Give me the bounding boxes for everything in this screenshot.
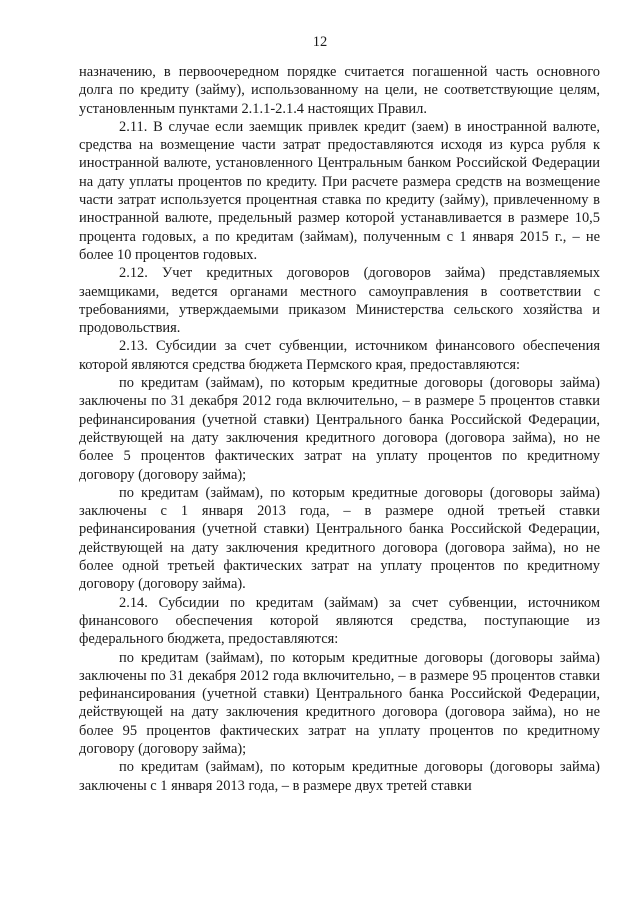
paragraph-2-13-item-1: по кредитам (займам), по которым кредитные договоры (договоры займа) заключены по 31 декабря 2012 года включительно, – в размере 5 процентов ставки рефинансирования (учетной ставки) Центрального банка Российской Федерации, действующей на дату заключения кредитного договора (договора займа), но не более 5 процентов фактических затрат на уплату процентов по кредитному договору (договору займа); (79, 375, 600, 483)
paragraph-2-12: 2.12. Учет кредитных договоров (договоров займа) представляемых заемщиками, ведется органами местного самоуправления в соответствии с требованиями, утверждаемыми приказом Министерства сельского хозяйства и продовольствия. (79, 265, 600, 337)
document-body (79, 63, 600, 795)
paragraph-2-13-item-2: по кредитам (займам), по которым кредитные договоры (договоры займа) заключены с 1 января 2013 года, – в размере одной третьей ставки рефинансирования (учетной ставки) Центрального банка Российской Федерации, действующей на дату заключения кредитного договора (договора займа), но не более одной третьей фактических затрат на уплату процентов по кредитному договору (договору займа). (79, 484, 600, 593)
page-number: 12 (312, 34, 328, 50)
paragraph-2-14: 2.14. Субсидии по кредитам (займам) за счет субвенции, источником финансового обеспечения которой являются средства, поступающие из федерального бюджета, предоставляются: (79, 594, 600, 648)
paragraph-2-13: 2.13. Субсидии за счет субвенции, источником финансового обеспечения которой являются средства бюджета Пермского края, предоставляются: (79, 338, 600, 373)
paragraph-2-14-item-2: по кредитам (займам), по которым кредитные договоры (договоры займа) заключены с 1 января 2013 года, – в размере двух третей ставки (79, 759, 600, 794)
paragraph-2-11: 2.11. В случае если заемщик привлек кредит (заем) в иностранной валюте, средства на возмещение части затрат предоставляются исходя из курса рубля к иностранной валюте, установленного Центральным банком Российской Федерации на дату уплаты процентов по кредиту. При расчете размера средств на возмещение части затрат используется процентная ставка по кредиту (займу), привлеченному в иностранной валюте, предельный размер которой устанавливается в размере 10,5 процента годовых, а по кредитам (займам), полученным с 1 января 2015 г., – не более 10 процентов годовых. (79, 118, 600, 263)
paragraph-2-14-item-1: по кредитам (займам), по которым кредитные договоры (договоры займа) заключены по 31 декабря 2012 года включительно, – в размере 95 процентов ставки рефинансирования (учетной ставки) Центрального банка Российской Федерации, действующей на дату заключения кредитного договора (договора займа), но не более 95 процентов фактических затрат на уплату процентов по кредитному договору (договору займа); (79, 649, 600, 757)
paragraph-continuation: назначению, в первоочередном порядке считается погашенной часть основного долга по кредиту (займу), использованному на цели, не соответствующие целям, установленным пунктами 2.1.1-2.1.4 настоящих Правил. (79, 64, 600, 117)
